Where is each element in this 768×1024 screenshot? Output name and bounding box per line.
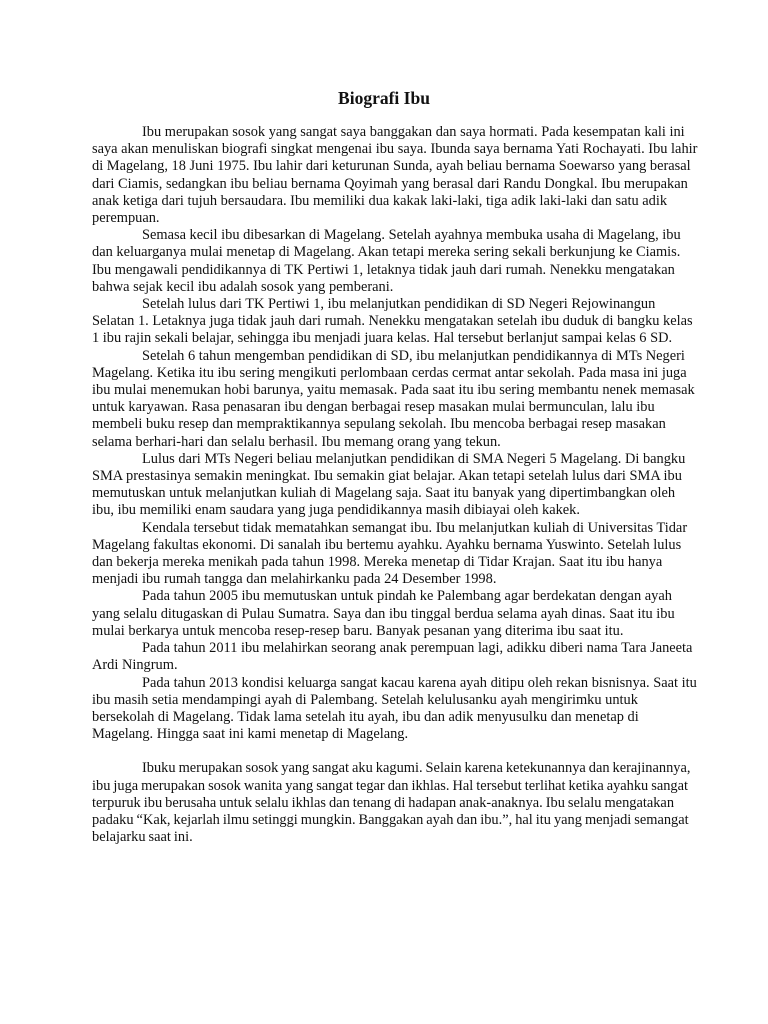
paragraph-9: Pada tahun 2013 kondisi keluarga sangat kacau karena ayah ditipu oleh rekan bisnisnya. Saat itu ibu masih setia mendampingi ayah di Palembang. Setelah kelulusanku ayah mengirimku untuk bersekolah di Magelang. Tidak lama setelah itu ayah, ibu dan adik menyusulku dan menetap di Magelang. Hingga saat ini kami menetap di Magelang.	[92, 674, 697, 743]
paragraph-1: Ibu merupakan sosok yang sangat saya banggakan dan saya hormati. Pada kesempatan kali ini saya akan menuliskan biografi singkat mengenai ibu saya. Ibunda saya bernama Yati Rochayati. Ibu lahir di Magelang, 18 Juni 1975. Ibu lahir dari keturunan Sunda, ayah beliau bernama Soewarso yang berasal dari Ciamis, sedangkan ibu beliau bernama Qoyimah yang berasal dari Randu Dongkal. Ibu merupakan anak ketiga dari tujuh bersaudara. Ibu memiliki dua kakak laki-laki, tiga adik laki-laki dan satu adik perempuan.	[92, 124, 698, 227]
paragraph-4: Setelah 6 tahun mengemban pendidikan di SD, ibu melanjutkan pendidikannya di MTs Negeri Magelang. Ketika itu ibu sering mengikuti perlombaan cerdas cermat antar sekolah. Pada masa ini juga ibu mulai menemukan hobi barunya, yaitu memasak. Pada saat itu ibu sering membantu nenek memasak untuk karyawan. Rasa penasaran ibu dengan berbagai resep masakan mulai bermunculan, lalu ibu membeli buku resep dan mempraktikannya sepulang sekolah. Ibu mencoba berbagai resep masakan selama berhari-hari dan selalu berhasil. Ibu memang orang yang tekun.	[92, 347, 695, 450]
paragraph-8: Pada tahun 2011 ibu melahirkan seorang anak perempuan lagi, adikku diberi nama Tara Janeeta Ardi Ningrum.	[92, 640, 693, 674]
closing-paragraph: Ibuku merupakan sosok yang sangat aku kagumi. Selain karena ketekunannya dan kerajinannya, ibu juga merupakan sosok wanita yang sangat tegar dan ikhlas. Hal tersebut terlihat ketika ayahku sangat terpuruk ibu berusaha untuk selalu ikhlas dan tenang di hadapan anak-anaknya. Ibu selalu mengatakan padaku “Kak, kejarlah ilmu setinggi mungkin. Banggakan ayah dan ibu.”, hal itu yang menjadi semangat belajarku saat ini.	[92, 760, 691, 846]
paragraph-5: Lulus dari MTs Negeri beliau melanjutkan pendidikan di SMA Negeri 5 Magelang. Di bangku SMA prestasinya semakin meningkat. Ibu semakin giat belajar. Akan tetapi setelah lulus dari SMA ibu memutuskan untuk melanjutkan kuliah di Magelang saja. Saat itu banyak yang dipertimbangkan oleh ibu, ibu memiliki enam saudara yang juga pendidikannya masih dibiayai oleh kakek.	[92, 450, 686, 519]
paragraph-6: Kendala tersebut tidak mematahkan semangat ibu. Ibu melanjutkan kuliah di Universitas Tidar Magelang fakultas ekonomi. Di sanalah ibu bertemu ayahku. Ayahku bernama Yuswinto. Setelah lulus dan bekerja mereka menikah pada tahun 1998. Mereka menetap di Tidar Krajan. Saat itu ibu hanya menjadi ibu rumah tangga dan melahirkanku pada 24 Desember 1998.	[92, 519, 688, 588]
paragraph-2: Semasa kecil ibu dibesarkan di Magelang. Setelah ayahnya membuka usaha di Magelang, ibu dan keluarganya mulai menetap di Magelang. Akan tetapi mereka sering sekali berkunjung ke Ciamis. Ibu mengawali pendidikannya di TK Pertiwi 1, letaknya tidak jauh dari rumah. Nenekku mengatakan bahwa sejak kecil ibu adalah sosok yang pemberani.	[92, 227, 681, 295]
paragraph-3: Setelah lulus dari TK Pertiwi 1, ibu melanjutkan pendidikan di SD Negeri Rejowinangun Selatan 1. Letaknya juga tidak jauh dari rumah. Nenekku mengatakan setelah ibu duduk di bangku kelas 1 ibu rajin sekali belajar, sehingga ibu menjadi juara kelas. Hal tersebut berlanjut sampai kelas 6 SD.	[92, 296, 693, 347]
document-body	[92, 124, 698, 846]
document-title: Biografi Ibu	[338, 88, 430, 108]
paragraph-spacer	[92, 743, 698, 760]
paragraph-7: Pada tahun 2005 ibu memutuskan untuk pindah ke Palembang agar berdekatan dengan ayah yang selalu ditugaskan di Pulau Sumatra. Saya dan ibu tinggal berdua selama ayah dinas. Saat itu ibu mulai berkarya untuk mencoba resep-resep baru. Banyak pesanan yang diterima ibu saat itu.	[92, 588, 675, 639]
